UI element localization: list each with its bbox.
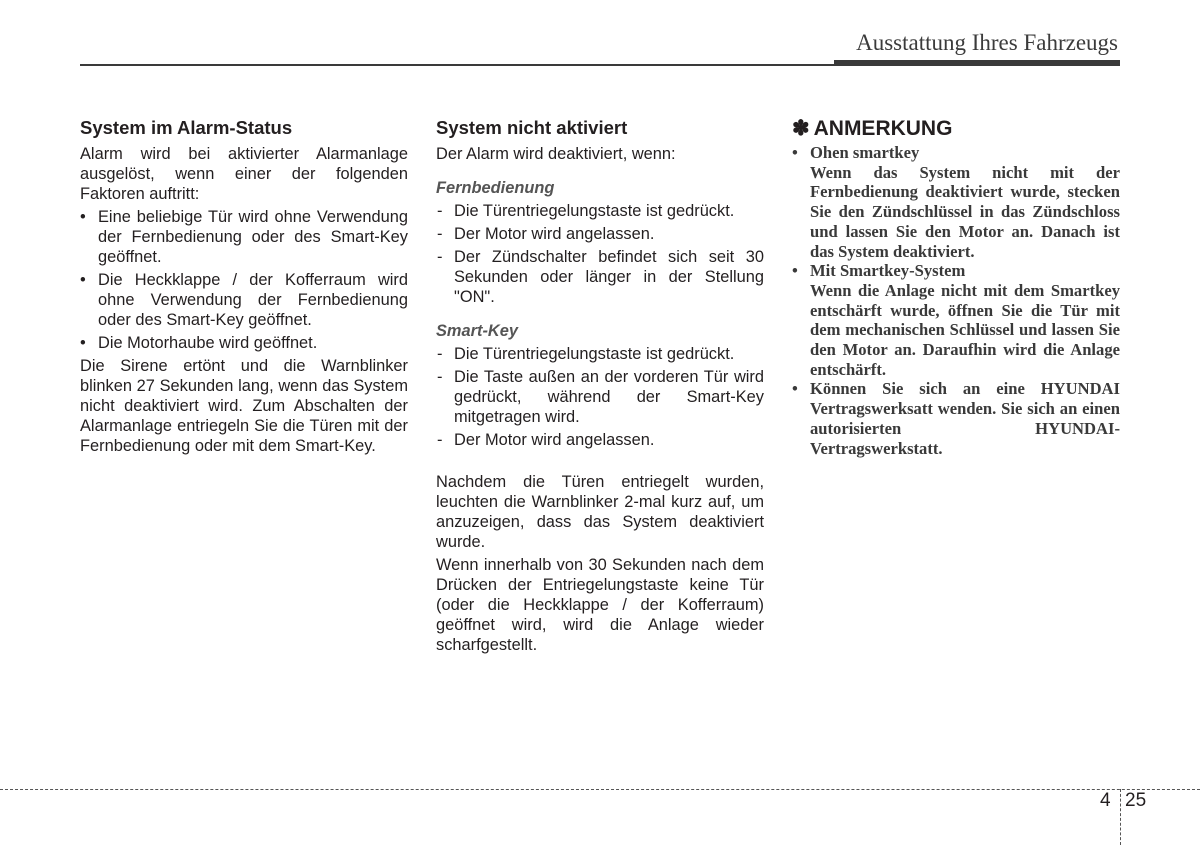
alarm-intro-paragraph: Alarm wird bei aktivierter Alarmanlage ausgelöst, wenn einer der folgenden Faktoren auftritt: [80, 145, 408, 203]
alarm-outro-paragraph: Die Sirene ertönt und die Warnblinker blinken 27 Sekunden lang, wenn das System nicht deaktiviert wird. Zum Abschalten der Alarmanlage entriegeln Sie die Türen mit der Fernbedienung oder mit dem Smart-Key. [80, 357, 408, 455]
alarm-trigger-list [80, 207, 408, 353]
smart-key-conditions-list [436, 344, 764, 450]
note-title: ANMERKUNG [813, 117, 953, 140]
deactivation-intro: Der Alarm wird deaktiviert, wenn: [436, 145, 676, 163]
note-item-body: Wenn die Anlage nicht mit dem Smartkey entschärft wurde, öffnen Sie die Tür mit dem mechanischen Schlüssel und lassen Sie den Motor an. Daraufhin wird die Anlage entschärft. [810, 280, 1120, 379]
list-item: - Die Türentriegelungstaste ist gedrückt. [436, 344, 764, 364]
list-item [792, 379, 1120, 458]
footer-divider [1120, 789, 1121, 845]
list-item: • Die Heckklappe / der Kofferraum wird ohne Verwendung der Fernbedienung oder des Smart-Key geöffnet. [80, 270, 408, 330]
section-title-alarm-status: System im Alarm-Status [80, 117, 293, 138]
remote-conditions-list [436, 201, 764, 307]
list-item: - Der Motor wird angelassen. [436, 430, 764, 450]
note-item-body: Wenn das System nicht mit der Fernbedienung deaktiviert wurde, stecken Sie den Zündschlüssel in das Zündschloss und lassen Sie den Motor an. Danach ist das System deaktiviert. [810, 162, 1120, 261]
note-item-body: • Können Sie sich an eine HYUNDAI Vertragswerksatt wenden. Sie sich an einen autorisierten HYUNDAI-Vertragswerkstatt. [810, 379, 1120, 458]
header-rule-accent [834, 60, 1120, 66]
footer-rule [0, 789, 1200, 790]
chapter-number: 4 [1100, 790, 1111, 811]
rearm-paragraph: Wenn innerhalb von 30 Sekunden nach dem Drücken der Entriegelungstaste keine Tür (oder die Heckklappe / der Kofferraum) geöffnet wird, wird die Anlage wieder scharfgestellt. [436, 556, 764, 654]
list-item [792, 143, 1120, 261]
list-item: - Die Taste außen an der vorderen Tür wird gedrückt, während der Smart-Key mitgetragen wird. [436, 367, 764, 427]
column-system-not-activated [436, 117, 764, 655]
section-title-not-activated: System nicht aktiviert [436, 117, 628, 138]
page-number: 25 [1125, 790, 1147, 811]
note-box [792, 117, 1120, 458]
asterisk-icon: ✽ [792, 117, 810, 140]
note-item-heading: • Mit Smartkey-System [810, 261, 966, 281]
running-header-title: Ausstattung Ihres Fahrzeugs [856, 30, 1118, 55]
note-list [792, 143, 1120, 458]
subsection-title-smart-key: Smart-Key [436, 322, 518, 340]
unlock-hazard-paragraph: Nachdem die Türen entriegelt wurden, leuchten die Warnblinker 2-mal kurz auf, um anzuzeigen, dass das System deaktiviert wurde. [436, 473, 764, 551]
list-item: • Eine beliebige Tür wird ohne Verwendung der Fernbedienung oder des Smart-Key geöffnet. [80, 207, 408, 267]
list-item: - Die Türentriegelungstaste ist gedrückt. [436, 201, 764, 221]
note-heading [792, 117, 1120, 141]
subsection-title-remote: Fernbedienung [436, 179, 555, 197]
column-alarm-status [80, 117, 408, 456]
list-item [792, 261, 1120, 379]
list-item: - Der Zündschalter befindet sich seit 30 Sekunden oder länger in der Stellung "ON". [436, 247, 764, 307]
list-item: - Der Motor wird angelassen. [436, 224, 764, 244]
note-item-heading: • Ohen smartkey [810, 143, 920, 162]
list-item: • Die Motorhaube wird geöffnet. [80, 333, 408, 353]
